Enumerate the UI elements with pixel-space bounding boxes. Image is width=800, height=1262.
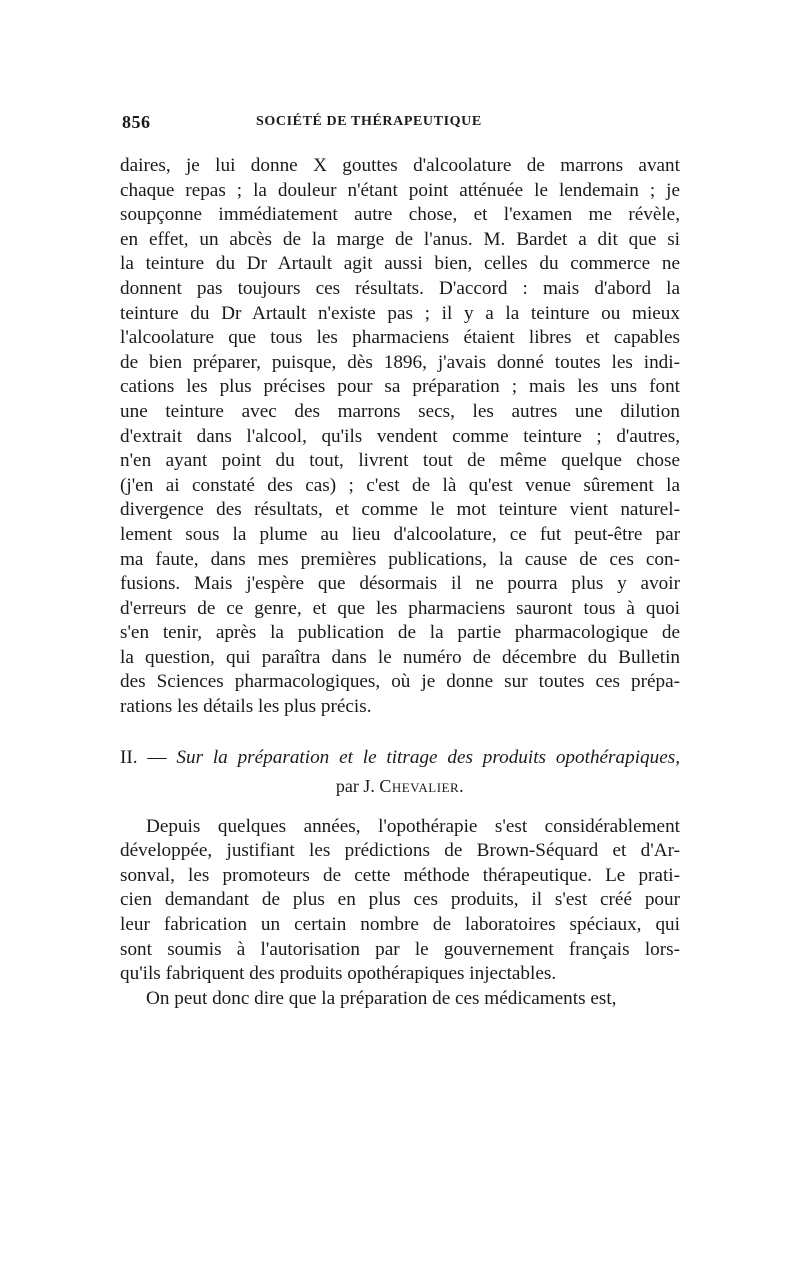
text-line: divergence des résultats, et comme le mot teinture vient naturel- — [120, 499, 680, 521]
text-line: On peut donc dire que la préparation de ces médicaments est, — [146, 987, 617, 1009]
text-line: cations les plus précises pour sa préparation ; mais les uns font — [120, 376, 680, 398]
author-name: Chevalier. — [379, 775, 465, 796]
paragraph-body — [120, 815, 680, 987]
text-line: des Sciences pharmacologiques, où je donne sur toutes ces prépa- — [120, 671, 680, 693]
journal-title: SOCIÉTÉ DE THÉRAPEUTIQUE — [256, 114, 482, 129]
byline-prefix: par J. — [335, 775, 375, 796]
text-line: de bien préparer, puisque, dès 1896, j'avais donné toutes les indi- — [120, 351, 680, 373]
text-line: soupçonne immédiatement autre chose, et l'examen me révèle, — [120, 204, 680, 226]
page-number: 856 — [122, 112, 151, 132]
text-line: donnent pas toujours ces résultats. D'accord : mais d'abord la — [120, 277, 680, 299]
text-line: l'alcoolature que tous les pharmaciens étaient libres et capables — [120, 327, 680, 349]
text-line: en effet, un abcès de la marge de l'anus. M. Bardet a dit que si — [120, 228, 680, 250]
paragraph-continuation — [120, 154, 680, 720]
text-line: ma faute, dans mes premières publications, la cause de ces con- — [120, 548, 680, 570]
text-line: qu'ils fabriquent des produits opothérapiques injectables. — [120, 963, 557, 985]
text-line: développée, justifiant les prédictions de Brown-Séquard et d'Ar- — [120, 840, 680, 862]
text-line: Depuis quelques années, l'opothérapie s'est considérablement — [146, 815, 680, 837]
text-line: une teinture avec des marrons secs, les autres une dilution — [120, 400, 680, 422]
author-byline — [120, 773, 680, 799]
section-heading — [120, 745, 680, 771]
text-line: sont soumis à l'autorisation par le gouvernement français lors- — [120, 938, 680, 960]
text-line: d'extrait dans l'alcool, qu'ils vendent comme teinture ; d'autres, — [120, 425, 680, 447]
text-line: (j'en ai constaté des cas) ; c'est de là qu'est venue sûrement la — [120, 474, 680, 496]
running-header — [120, 112, 680, 138]
text-line: la teinture du Dr Artault agit aussi bien, celles du commerce ne — [120, 253, 680, 275]
text-line: s'en tenir, après la publication de la partie pharmacologique de — [120, 622, 680, 644]
section-title: Sur la préparation et le titrage des produits opothérapiques, — [176, 746, 681, 768]
text-line: rations les détails les plus précis. — [120, 696, 372, 718]
text-line: chaque repas ; la douleur n'étant point atténuée le lendemain ; je — [120, 179, 680, 201]
book-page — [120, 112, 680, 1011]
paragraph-next — [120, 987, 680, 1012]
text-line: d'erreurs de ce genre, et que les pharmaciens sauront tous à quoi — [120, 597, 680, 619]
text-line: lement sous la plume au lieu d'alcoolature, ce fut peut-être par — [120, 523, 680, 545]
text-line: daires, je lui donne X gouttes d'alcoolature de marrons avant — [120, 155, 680, 176]
text-line: n'en ayant point du tout, livrent tout de même quelque chose — [120, 450, 680, 472]
text-line: fusions. Mais j'espère que désormais il ne pourra plus y avoir — [120, 573, 680, 595]
text-line: leur fabrication un certain nombre de laboratoires spéciaux, qui — [120, 914, 680, 936]
section-number: II. — — [120, 746, 167, 768]
text-line: la question, qui paraîtra dans le numéro de décembre du Bulletin — [120, 646, 680, 668]
text-line: teinture du Dr Artault n'existe pas ; il y a la teinture ou mieux — [120, 302, 680, 324]
text-line: cien demandant de plus en plus ces produits, il s'est créé pour — [120, 889, 680, 911]
text-line: sonval, les promoteurs de cette méthode thérapeutique. Le prati- — [120, 864, 680, 886]
